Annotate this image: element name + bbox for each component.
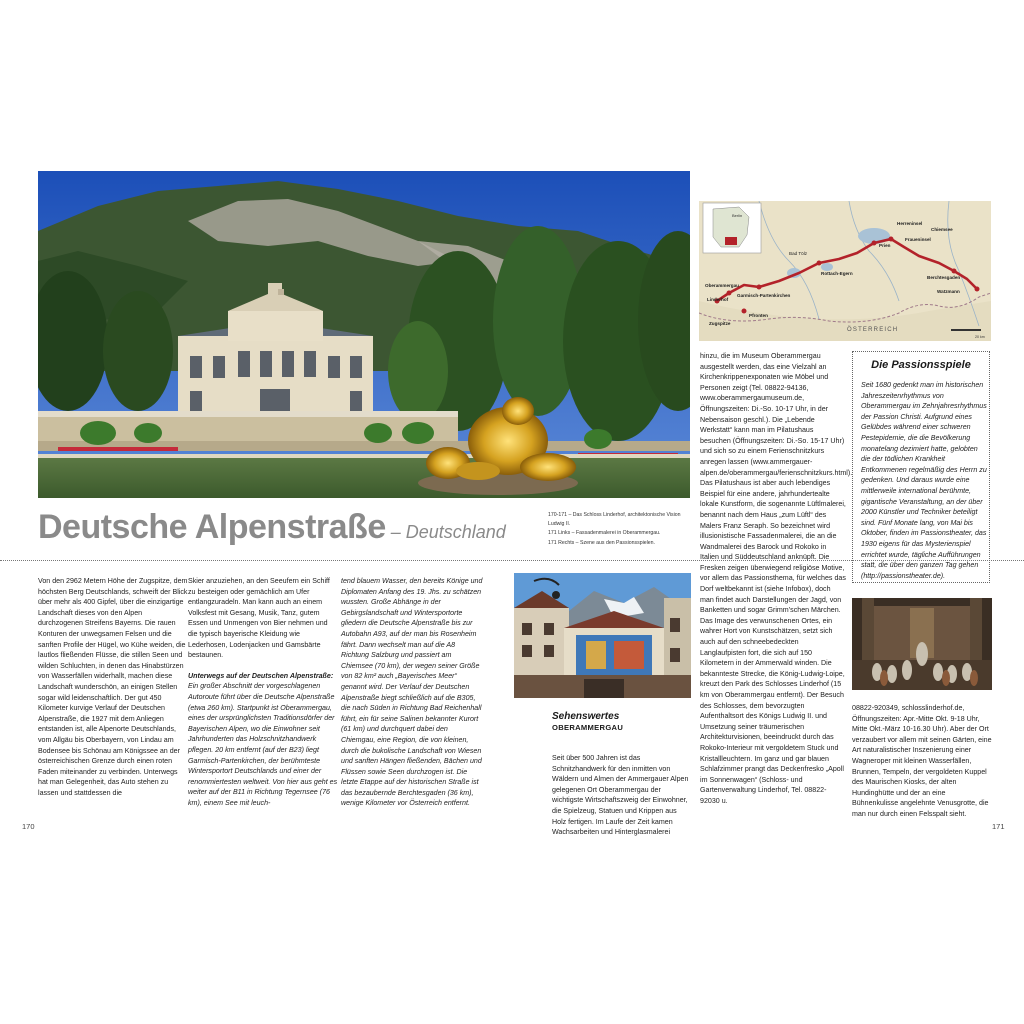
col2-text-a: Skier anzuziehen, an den Seeufern ein Schiff zu besteigen oder gemächlich am Ufer entlangzuradeln. Man kann auch an einem Volksfest mit Gesang, Musik, Tanz, gutem Essen und Unmengen von Bier nehmen und die typisch bayerische Kleidung wie Lederhosen, Lodenjacken und Gamsbärte bestaunen. — [188, 577, 330, 660]
page-title — [38, 508, 506, 547]
col5-text: hinzu, die im Museum Oberammergau ausgestellt werden, das eine Vielzahl an Kirchenkrippenexponaten wie Möbel und Personen zeigt (Tel. 08822-94136, www.oberammergaumuseum.de, Öffnungszeiten: Di.-So. 10-17 Uhr, in der Nebensaison geschl.). Die „Lebende Werkstatt“ kann man im Pilatushaus besuchen (Öffnungszeiten: Di.-So. 15-17 Uhr) und sich so zu einem Ferienschnitzkurs anregen lassen (www.ammergauer-alpen.de/oberammergau/ferienschnitzkurs.html). Das Pilatushaus ist aber auch lebendiges Beispiel für eine andere, jahrhundertealte lokale Kunstform, die sogenannte Lüftlmalerei, benannt nach dem Haus „zum Lüftl“ des Malers Franz Seraph. So bezeichnet wird illusionistische Fassadenmalerei, die an die Wandmalerei des Barock und Rokoko in Italien und Süddeutschland anknüpft. Die Fresken zeigen überwiegend religiöse Motive, vor allem das Passionsthema, für welches das Dorf weltbekannt ist (siehe Infobox), doch man findet auch Darstellungen der Jagd, von Banketten und sogar Grimm’schen Märchen. Das Image des verwunschenen Ortes, ein wahrer Hort von Kunstschätzen, setzt sich auch auf den schneebedeckten Langlaufpisten fort, die sich auf 150 Kilometern in der Ammerwald winden. Die bekannteste Strecke, die König-Ludwig-Loipe, kreuzt den Park des Schlosses Linderhof (15 km von Oberammergau entfernt). Der Besuch des Schlosses, dem bevorzugten Aufenthaltsort des Königs Ludwig II. und Umsetzung seiner träumerischen Architekturvisionen, beeindruckt durch das Rokoko-Interieur mit vergoldetem Stuck und Kristallleuchtern. Im ganz und gar blauen Schlafzimmer prangt das Deckenfresko „Apoll im Sonnenwagen“ (Schloss- und Gartenverwaltung Linderhof, Tel. 08822-92030 u. — [700, 352, 853, 805]
text-column-5 — [700, 351, 853, 807]
map-label-berchtesgaden: Berchtesgaden — [927, 275, 961, 280]
info-box-text: Seit 1680 gedenkt man im historischen Jahreszeitenrhythmus von Oberammergau im Zehnjahresrhythmus der Passion Christi. Aufgrund eines Gelübdes während einer schweren Pestepidemie, die die Bevölkerung monatelang dezimiert hatte, gelobten die der tödlichen Krankheit Entkommenen regelmäßig des Herrn zu gedenken. Und daraus wurde eine mittlerweile international berühmte, gigantische Veranstaltung, an der über 2000 Künstler und Techniker beteiligt sind. Fünf Monate lang, von Mai bis Oktober, finden im Passionstheater, das 1930 eigens für das Mysterienspiel errichtet wurde, tägliche Aufführungen statt, die über den ganzen Tag gehen (http://passionstheater.de). — [861, 381, 987, 580]
page-number-left: 170 — [22, 822, 35, 831]
map-country-label: ÖSTERREICH — [847, 327, 899, 333]
hero-photo-linderhof — [38, 171, 690, 498]
title-main: Deutsche Alpenstraße — [38, 508, 386, 546]
text-column-1 — [38, 576, 188, 798]
sights-heading: Sehenswertes — [552, 711, 620, 722]
page-number-right: 171 — [992, 822, 1005, 831]
map-label-zugspitze: Zugspitze — [709, 321, 731, 326]
text-column-3 — [341, 576, 483, 809]
caption-1: 170-171 – Das Schloss Linderhof, architektonische Vision Ludwig II. — [548, 512, 681, 527]
photo-passion-play — [852, 598, 992, 690]
col2-text-b: Ein großer Abschnitt der vorgeschlagenen Autoroute führt über die Deutsche Alpenstraße (etwa 260 km). Startpunkt ist Oberammergau, eines der ursprünglichsten Traditionsdörfer der Bayerischen Alpen, wo die Einwohner seit Jahrhunderten das Holzschnitzhandwerk pflegen. 20 km entfernt (auf der B23) liegt Garmisch-Partenkirchen, der berühmteste Wintersportort Deutschlands und einer der renommiertesten weltweit. Von hier aus geht es weiter auf der B11 in Richtung Tegernsee (76 km), einem See mit leuch- — [188, 682, 338, 807]
title-sub: Deutschland — [405, 522, 506, 542]
title-dash: – — [385, 522, 406, 542]
map-scale-label: 20 km — [975, 335, 985, 339]
col6-text: 08822-920349, schlosslinderhof.de, Öffnungszeiten: Apr.-Mitte Okt. 9-18 Uhr, Mitte Okt.-März 10-16.30 Uhr). Aber der Ort verzaubert vor allem mit seinen Gärten, eine Art naturalistischer Inszenierung einer Wagneroper mit kleinen Wasserfällen, Brunnen, Tempeln, der vergoldeten Kuppel des Maurischen Kiosks, der alten Hundinghütte und der an eine Bühnenkulisse angelehnte Venusgrotte, die man nur durch einen Felsspalt sieht. — [852, 704, 992, 818]
map-label-chiemsee: Chiemsee — [931, 227, 953, 232]
map-label-rottach-egern: Rottach-Egern — [821, 271, 853, 276]
map-label-bad-toelz: Bad Tölz — [789, 251, 808, 256]
map-label-fraueninsel: Fraueninsel — [905, 237, 931, 242]
caption-3: 171 Rechts – Szene aus den Passionsspielen. — [548, 539, 655, 546]
map-label-herreninsel: Herreninsel — [897, 221, 923, 226]
map-label-watzmann: Watzmann — [937, 289, 960, 294]
text-column-4 — [552, 753, 692, 838]
map-label-pfronten: Pfronten — [749, 313, 768, 318]
map-label-prien: Prien — [879, 243, 891, 248]
route-map — [699, 201, 991, 341]
photo-oberammergau-facade — [514, 573, 691, 698]
col2-lead: Unterwegs auf der Deutschen Alpenstraße: — [188, 671, 334, 680]
col1-text: Von den 2962 Metern Höhe der Zugspitze, dem höchsten Berg Deutschlands, schweift der Blick über mehr als 400 Gipfel, über die einzigartige Landschaft dieses von den Alpen durchzogenen Streifens Bayerns. Die rauen Konturen der unwegsamen Felsen und die sanften Profile der Hügel, wo Kühe weiden, die lautlos fließenden Flüsse, die stillen Seen und wilden Schluchten, in denen das Hinabstürzen von Wasserfällen widerhallt, machen diese Landschaft wunderschön, an einigen Stellen sogar wild leidenschaftlich. Der gut 450 Kilometer kurvige Verlauf der Deutschen Alpenstraße, die 1927 mit dem Anliegen entstanden ist, alle Alpenorte Deutschlands, vom Allgäu bis Oberbayern, von Lindau am Bodensee bis Schönau am Königssee an der österreichischen Grenze durch einen roten Faden miteinander zu verbinden. Unterwegs hat man Gelegenheit, das Auto stehen zu lassen und stattdessen die — [38, 577, 188, 797]
map-label-linderhof: Linderhof — [707, 297, 729, 302]
photo-captions — [548, 511, 696, 548]
info-box-title: Die Passionsspiele — [871, 359, 971, 371]
inset-berlin-label: Berlin — [732, 213, 743, 218]
col3-text: tend blauem Wasser, den bereits Könige und Diplomaten Anfang des 19. Jhs. zu schätzen wussten. Große Abhänge in der Gebirgslandschaft und Wintersportorte gliedern die Deutsche Alpenstraße bis zur Autobahn A93, auf der man bis Rosenheim fährt. Dann wechselt man auf die A8 Richtung Salzburg und passiert am Chiemsee (70 km), der wegen seiner Größe von 82 km² auch „Bayerisches Meer“ genannt wird. Der Verlauf der Deutschen Alpenstraße biegt schließlich auf die B305, die nach Süden in Richtung Bad Reichenhall führt, ein für seine Salinen bekannter Kurort (61 km) und durchquert dabei den Chiemgau, eine Region, die von kleinen, durch die bukolische Landschaft von Wiesen und sanften Hängen fließenden, Bächen und Flüssen sowie Seen durchzogen ist. Die letzte Etappe auf der historischen Straße ist das bezaubernde Berchtesgaden (36 km), wenige Kilometer vor Österreich entfernt. — [341, 577, 483, 808]
map-label-oberammergau: Oberammergau — [705, 283, 739, 288]
text-column-6 — [852, 703, 992, 820]
caption-2: 171 Links – Fassadenmalerei in Oberammergau. — [548, 530, 661, 537]
col4-text: Seit über 500 Jahren ist das Schnitzhandwerk für den inmitten von Wäldern und Almen der Ammergauer Alpen gelegenen Ort Oberammergau der wichtigste Wirtschaftszweig der Einwohner, die Spielzeug, Statuen und Krippen aus Holz fertigen. Im Laufe der Zeit kamen Wachsarbeiten und Hinterglasmalerei — [552, 754, 689, 837]
sights-subheading: OBERAMMERGAU — [552, 723, 624, 732]
text-column-2 — [188, 576, 338, 808]
map-label-garmisch: Garmisch-Partenkirchen — [737, 293, 791, 298]
